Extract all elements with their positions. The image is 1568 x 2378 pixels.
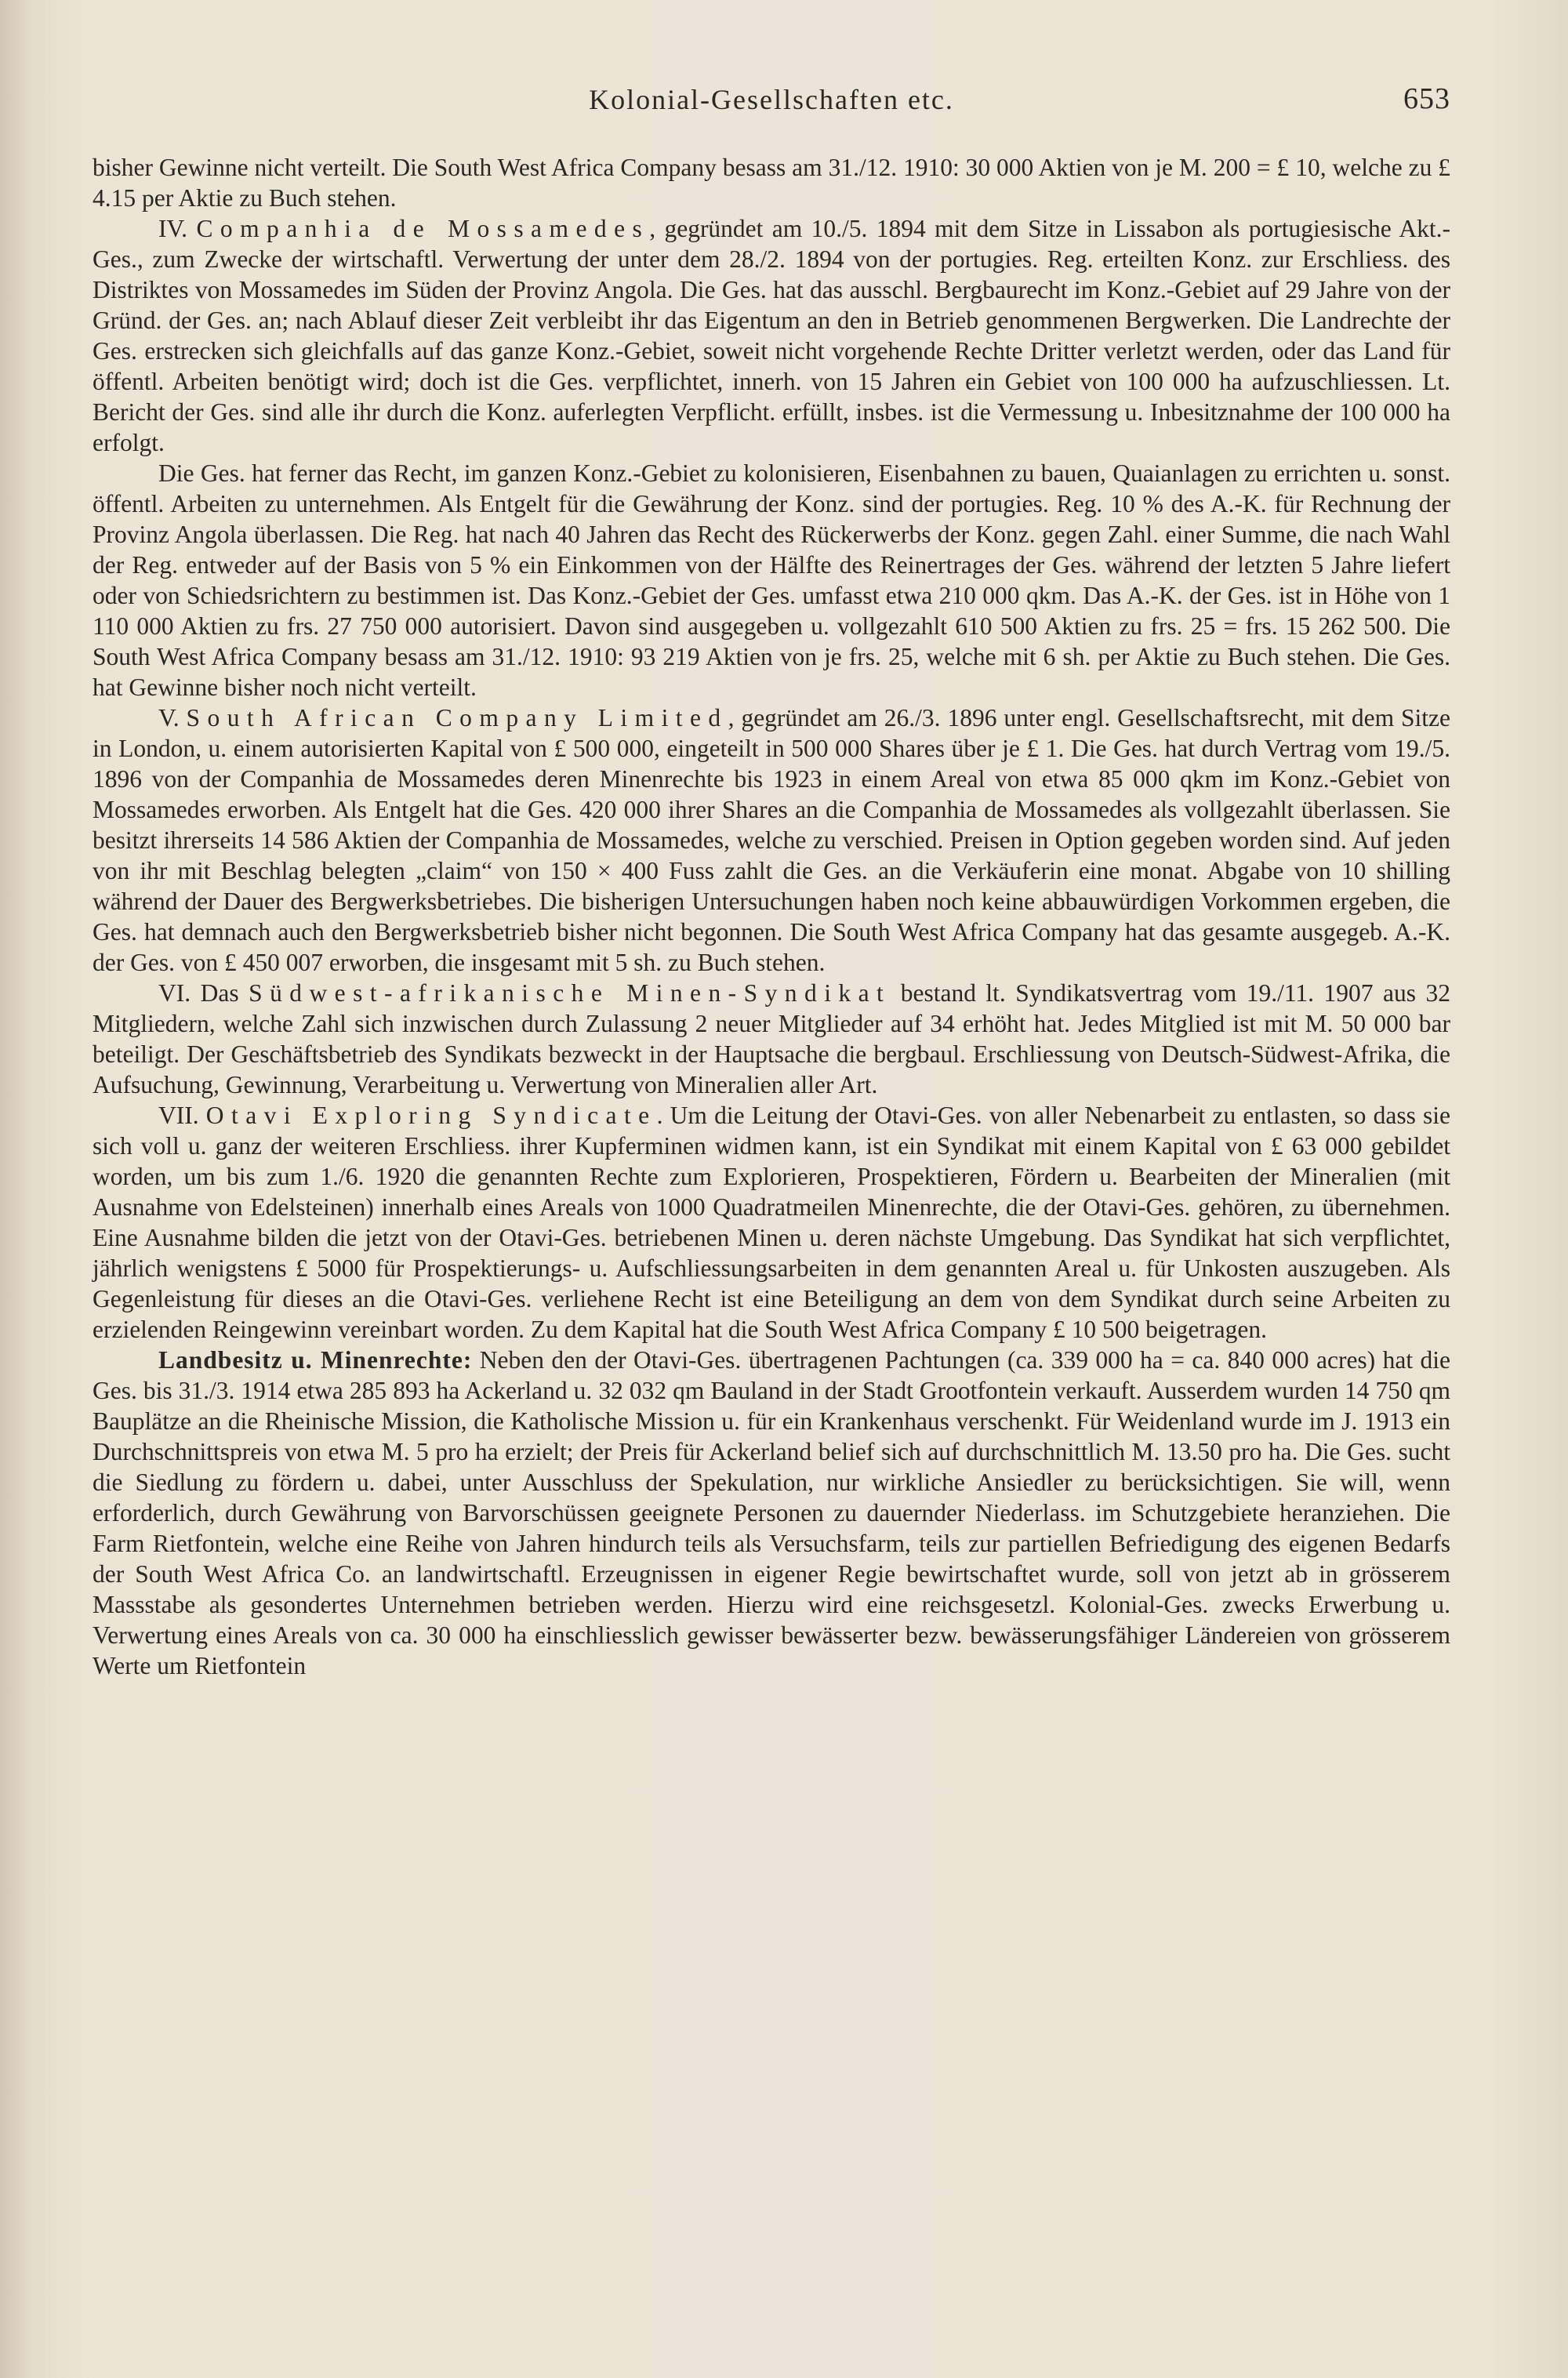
paragraph-landbesitz bbox=[93, 1345, 1450, 1681]
paragraph-text: , gegründet am 26./3. 1896 unter engl. Gesellschaftsrecht, mit dem Sitze in London, u. einem autorisierten Kapital von £ 500 000, eingeteilt in 500 000 Shares über je £ 1. Die Ges. hat durch Vertrag vom 19./5. 1896 von der Companhia de Mossamedes deren Minenrechte bis 1923 in einem Areal von etwa 85 000 qkm im Konz.-Gebiet von Mossamedes erworben. Als Entgelt hat die Ges. 420 000 ihrer Shares an die Companhia de Mossamedes als vollgezahlt überlassen. Sie besitzt ihrerseits 14 586 Aktien der Companhia de Mossamedes, welche zu verschied. Preisen in Option gegeben worden sind. Auf jeden von ihr mit Beschlag belegten „claim“ von 150 × 400 Fuss zahlt die Ges. an die Verkäuferin eine monat. Abgabe von 10 shilling während der Dauer des Bergwerksbetriebes. Die bisherigen Untersuchungen haben noch keine abbauwürdigen Vorkommen ergeben, die Ges. hat demnach auch den Bergwerksbetrieb bisher nicht begonnen. Die South West Africa Company hat das gesamte ausgegeb. A.-K. der Ges. von £ 450 007 erworben, die insgesamt mit 5 sh. zu Buch stehen. bbox=[93, 704, 1451, 976]
company-name: South African Company Limited bbox=[186, 704, 728, 732]
paragraph-text: bestand lt. Syndikatsvertrag vom 19./11. 1907 aus 32 Mitgliedern, welche Zahl sich inzwischen durch Zulassung 2 neuer Mitglieder auf 34 erhöht hat. Jedes Mitglied ist mit M. 50 000 bar beteiligt. Der Geschäftsbetrieb des Syndikats bezweckt in der Hauptsache die bergbaul. Erschliessung von Deutsch-Südwest-Afrika, die Aufsuchung, Gewinnung, Verarbeitung u. Verwertung von Mineralien aller Art. bbox=[93, 979, 1451, 1098]
paragraph-text: , gegründet am 10./5. 1894 mit dem Sitze in Lissabon als portugiesische Akt.-Ges., zum Zwecke der wirtschaftl. Verwertung der unter dem 28./2. 1894 von der portugies. Reg. erteilten Konz. zur Erschliess. des Distriktes von Mossamedes im Süden der Provinz Angola. Die Ges. hat das ausschl. Bergbaurecht im Konz.-Gebiet auf 29 Jahre von der Gründ. der Ges. an; nach Ablauf dieser Zeit verbleibt ihr das Eigentum an den in Betrieb genommenen Bergwerken. Die Landrechte der Ges. erstrecken sich gleichfalls auf das ganze Konz.-Gebiet, soweit nicht vorgehende Rechte Dritter verletzt werden, oder das Land für öffentl. Arbeiten benötigt wird; doch ist die Ges. verpflichtet, innerh. von 15 Jahren ein Gebiet von 100 000 ha aufzuschliessen. Lt. Bericht der Ges. sind alle ihr durch die Konz. auferlegten Verpflicht. erfüllt, insbes. ist die Vermessung u. Inbesitznahme der 100 000 ha erfolgt. bbox=[93, 215, 1450, 456]
company-name: Südwest-afrikanische Minen-Syndikat bbox=[249, 979, 891, 1007]
page-number: 653 bbox=[1403, 82, 1450, 115]
paragraph-text: . Um die Leitung der Otavi-Ges. von aller Nebenarbeit zu entlasten, so dass sie sich voll u. ganz der weiteren Erschliess. ihrer Kupferminen widmen kann, ist ein Syndikat mit einem Kapital von £ 63 000 gebildet worden, um bis zum 1./6. 1920 die genannten Rechte zum Explorieren, Prospektieren, Fördern u. Bearbeiten der Mineralien (mit Ausnahme von Edelsteinen) innerhalb eines Areals von 1000 Quadratmeilen Minenrechte, die der Otavi-Ges. gehören, zu übernehmen. Eine Ausnahme bilden die jetzt von der Otavi-Ges. betriebenen Minen u. deren nächste Umgebung. Das Syndikat hat sich verpflichtet, jährlich wenigstens £ 5000 für Prospektierungs- u. Aufschliessungsarbeiten in dem genannten Areal u. für Unkosten auszugeben. Als Gegenleistung für dieses an die Otavi-Ges. verliehene Recht ist eine Beteiligung an dem von dem Syndikat durch seine Arbeiten zu erzielenden Reingewinn vereinbart worden. Zu dem Kapital hat die South West Africa Company £ 10 500 beigetragen. bbox=[93, 1102, 1451, 1343]
paragraph-text: Neben den der Otavi-Ges. übertragenen Pachtungen (ca. 339 000 ha = ca. 840 000 acres) hat die Ges. bis 31./3. 1914 etwa 285 893 ha Ackerland u. 32 032 qm Bauland in der Stadt Grootfontein verkauft. Ausserdem wurden 14 750 qm Bauplätze an die Rheinische Mission, die Katholische Mission u. für ein Krankenhaus verschenkt. Für Weidenland wurde im J. 1913 ein Durchschnittspreis von etwa M. 5 pro ha erzielt; der Preis für Ackerland belief sich auf durchschnittlich M. 13.50 pro ha. Die Ges. sucht die Siedlung zu fördern u. dabei, unter Ausschluss der Spekulation, nur wirkliche Ansiedler zu berücksichtigen. Sie will, wenn erforderlich, durch Gewährung von Barvorschüssen geeignete Personen zu dauernder Niederlass. im Schutzgebiete heranziehen. Die Farm Rietfontein, welche eine Reihe von Jahren hindurch teils als Versuchsfarm, teils zur partiellen Befriedigung des eigenen Bedarfs der South West Africa Co. an landwirtschaftl. Erzeugnissen in eigener Regie bewirtschaftet wurde, soll von jetzt ab in grösserem Massstabe als gesondertes Unternehmen betrieben werden. Hierzu wird eine reichsgesetzl. Kolonial-Ges. zwecks Erwerbung u. Verwertung eines Areals von ca. 30 000 ha einschliesslich gewisser bewässerter bezw. bewässerungsfähiger Ländereien von grösserem Werte um Rietfontein bbox=[93, 1346, 1450, 1679]
section-number: VI. Das bbox=[158, 979, 239, 1007]
section-heading: Landbesitz u. Minenrechte: bbox=[158, 1346, 473, 1374]
paragraph-mossamedes bbox=[93, 213, 1450, 458]
paragraph-otavi-syndicate bbox=[93, 1100, 1450, 1345]
paragraph-concession-rights: Die Ges. hat ferner das Recht, im ganzen Konz.-Gebiet zu kolonisieren, Eisenbahnen zu bauen, Quaianlagen zu errichten u. sonst. öffentl. Arbeiten zu unternehmen. Als Entgelt für die Gewährung der Konz. sind der portugies. Reg. 10 % des A.-K. für Rechnung der Provinz Angola überlassen. Die Reg. hat nach 40 Jahren das Recht des Rückerwerbs der Konz. gegen Zahl. einer Summe, die nach Wahl der Reg. entweder auf der Basis von 5 % ein Einkommen von der Hälfte des Reinertrages der Ges. während der letzten 5 Jahre liefert oder von Schiedsrichtern zu bestimmen ist. Das Konz.-Gebiet der Ges. umfasst etwa 210 000 qkm. Das A.-K. der Ges. ist in Höhe von 1 110 000 Aktien zu frs. 27 750 000 autorisiert. Davon sind ausgegeben u. vollgezahlt 610 500 Aktien zu frs. 25 = frs. 15 262 500. Die South West Africa Company besass am 31./12. 1910: 93 219 Aktien von je frs. 25, welche mit 6 sh. per Aktie zu Buch stehen. Die Ges. hat Gewinne bisher noch nicht verteilt. bbox=[93, 459, 1450, 701]
paragraph-south-african-company bbox=[93, 703, 1450, 978]
page-body bbox=[93, 152, 1450, 1681]
running-title: Kolonial-Gesellschaften etc. bbox=[589, 84, 954, 115]
section-number: V. bbox=[158, 704, 180, 732]
paragraph-minen-syndikat bbox=[93, 978, 1450, 1100]
page-header bbox=[93, 78, 1450, 125]
section-number: VII. bbox=[158, 1102, 199, 1129]
section-number: IV. bbox=[158, 215, 188, 242]
company-name: Companhia de Mossamedes bbox=[196, 215, 650, 242]
paragraph-continuation: bisher Gewinne nicht verteilt. Die South West Africa Company besass am 31./12. 1910: 30 000 Aktien von je M. 200 = £ 10, welche zu £ 4.15 per Aktie zu Buch stehen. bbox=[93, 154, 1450, 212]
company-name: Otavi Exploring Syndicate bbox=[205, 1102, 657, 1129]
